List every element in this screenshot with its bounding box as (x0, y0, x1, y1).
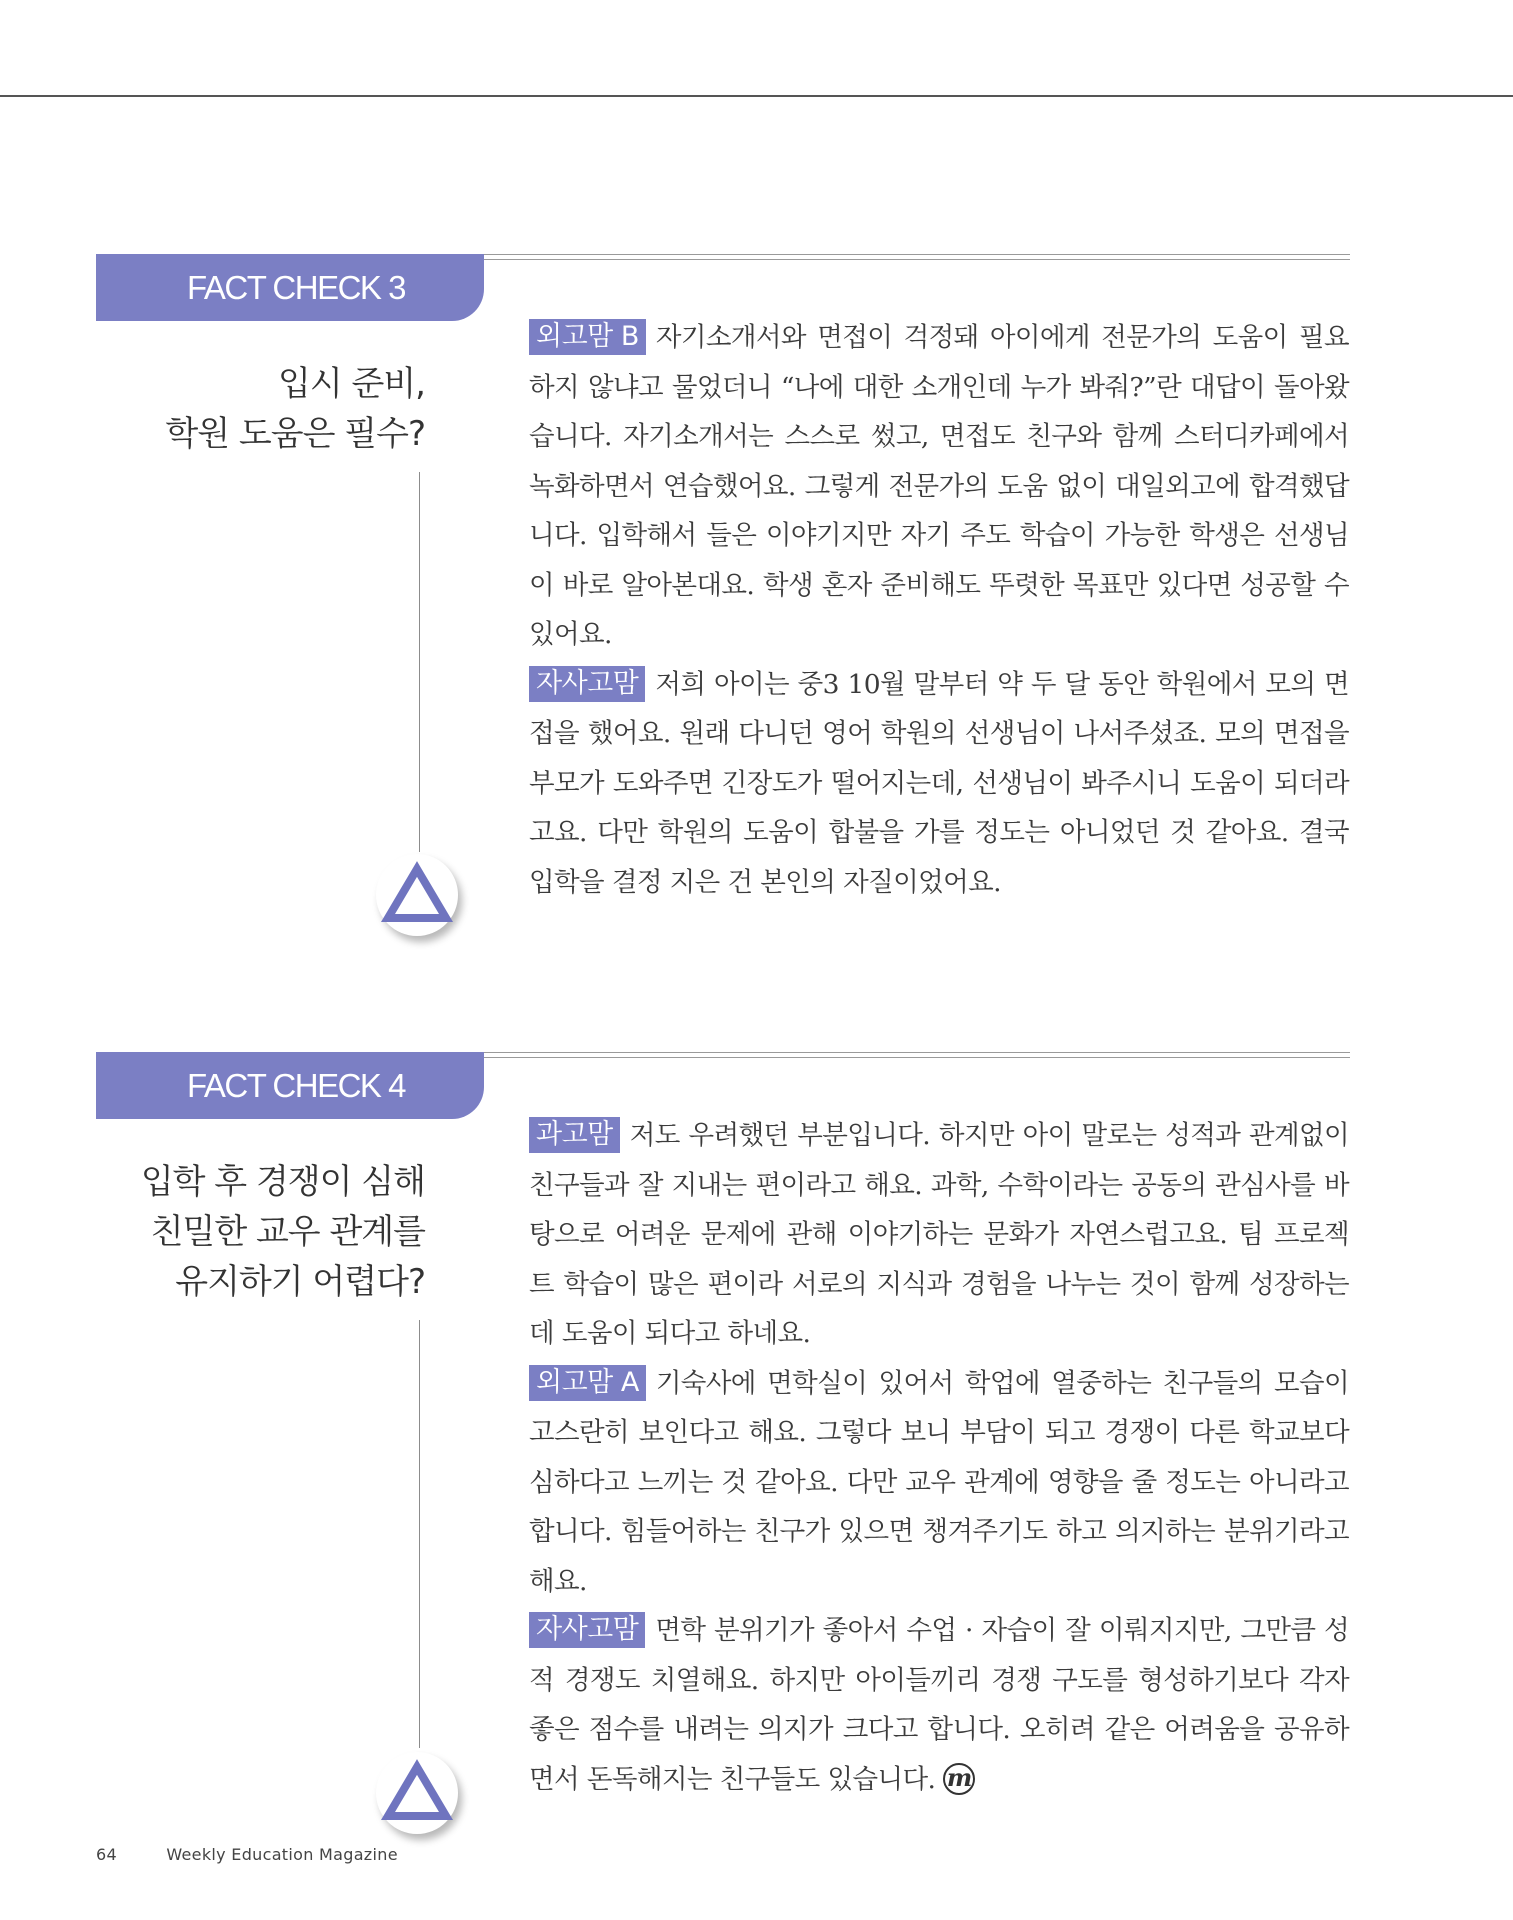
vertical-divider (419, 472, 420, 852)
question-line: 입시 준비, (278, 364, 425, 404)
speaker-label: 외고맘 B (529, 319, 646, 355)
triangle-badge (376, 1752, 458, 1834)
answer-paragraph (529, 1111, 1349, 1359)
question-line: 입학 후 경쟁이 심해 (140, 1162, 425, 1202)
page-footer (96, 1845, 398, 1864)
answer-paragraph (529, 660, 1349, 908)
speaker-label: 자사고맘 (529, 1612, 645, 1648)
answer-text: 기숙사에 면학실이 있어서 학업에 열중하는 친구들의 모습이 고스란히 보인다고 해요. 그렇다 보니 부담이 되고 경쟁이 다른 학교보다 심하다고 느끼는 것 같아요. 다만 교우 관계에 영향을 줄 정도는 아니라고 합니다. 힘들어하는 친구가 있으면 챙겨주기도 하고 의지하는 분위기라고 해요. (529, 1367, 1349, 1597)
answer-text: 저희 아이는 중3 10월 말부터 약 두 달 동안 학원에서 모의 면접을 했어요. 원래 다니던 영어 학원의 선생님이 나서주셨죠. 모의 면접을 부모가 도와주면 긴장도가 떨어지는데, 선생님이 봐주시니 도움이 되더라고요. 다만 학원의 도움이 합불을 가를 정도는 아니었던 것 같아요. 결국 입학을 결정 지은 건 본인의 자질이었어요. (529, 668, 1349, 898)
end-mark-icon: m (943, 1763, 975, 1795)
answers-block (529, 1111, 1349, 1804)
question-line: 학원 도움은 필수? (165, 414, 425, 454)
tab-rule (484, 1052, 1350, 1058)
answers-block (529, 313, 1349, 907)
vertical-divider (419, 1320, 420, 1748)
magazine-name: Weekly Education Magazine (166, 1845, 398, 1864)
speaker-label: 자사고맘 (529, 666, 645, 702)
answer-text: 면학 분위기가 좋아서 수업 · 자습이 잘 이뤄지지만, 그만큼 성적 경쟁도 치열해요. 하지만 아이들끼리 경쟁 구도를 형성하기보다 각자 좋은 점수를 내려는 의지가 크다고 합니다. 오히려 같은 어려움을 공유하면서 돈독해지는 친구들도 있습니다. (529, 1615, 1349, 1795)
answer-text: 자기소개서와 면접이 걱정돼 아이에게 전문가의 도움이 필요하지 않냐고 물었더니 “나에 대한 소개인데 누가 봐줘?”란 대답이 돌아왔습니다. 자기소개서는 스스로 썼고, 면접도 친구와 함께 스터디카페에서 녹화하면서 연습했어요. 그렇게 전문가의 도움 없이 대일외고에 합격했답니다. 입학해서 들은 이야기지만 자기 주도 학습이 가능한 학생은 선생님이 바로 알아본대요. 학생 혼자 준비해도 뚜렷한 목표만 있다면 성공할 수 있어요. (529, 322, 1349, 650)
question-heading (165, 359, 425, 459)
answer-paragraph (529, 1606, 1349, 1804)
tab-rule (484, 254, 1350, 260)
fact-check-3-section (0, 254, 1513, 934)
fact-check-4-section (0, 1052, 1513, 1832)
speaker-label: 과고맘 (529, 1117, 620, 1153)
answer-paragraph (529, 313, 1349, 660)
fact-check-tab: FACT CHECK 3 (96, 254, 484, 321)
page-number: 64 (96, 1845, 117, 1864)
triangle-icon (376, 854, 458, 936)
question-line: 유지하기 어렵다? (175, 1262, 425, 1302)
triangle-icon (376, 1752, 458, 1834)
question-line: 친밀한 교우 관계를 (150, 1212, 425, 1252)
triangle-badge (376, 854, 458, 936)
top-rule (0, 95, 1513, 97)
question-heading (141, 1157, 425, 1307)
speaker-label: 외고맘 A (529, 1365, 646, 1401)
answer-paragraph (529, 1359, 1349, 1607)
answer-text: 저도 우려했던 부분입니다. 하지만 아이 말로는 성적과 관계없이 친구들과 잘 지내는 편이라고 해요. 과학, 수학이라는 공동의 관심사를 바탕으로 어려운 문제에 관해 이야기하는 문화가 자연스럽고요. 팀 프로젝트 학습이 많은 편이라 서로의 지식과 경험을 나누는 것이 함께 성장하는 데 도움이 되다고 하네요. (529, 1120, 1349, 1349)
fact-check-tab: FACT CHECK 4 (96, 1052, 484, 1119)
